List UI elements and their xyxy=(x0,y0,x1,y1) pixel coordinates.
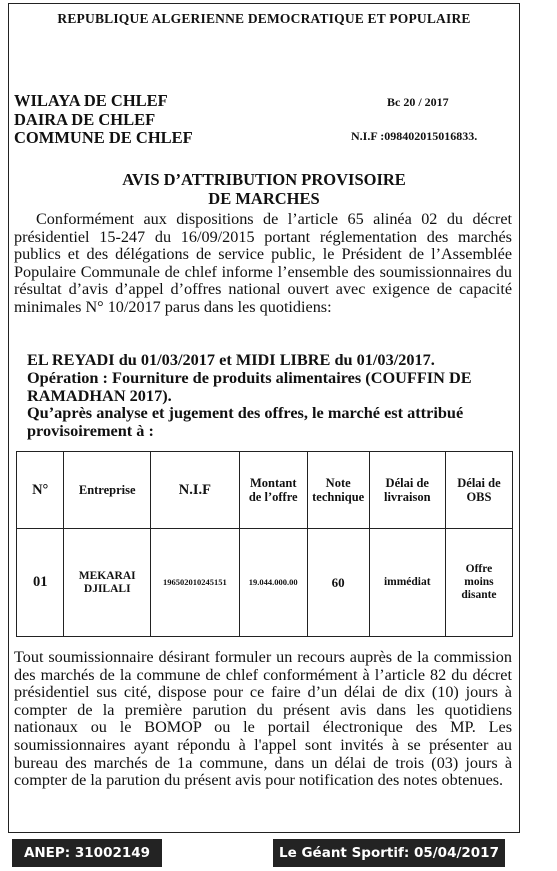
cell-nif: 196502010245151 xyxy=(151,529,240,637)
notice-title-line-1: AVIS D’ATTRIBUTION PROVISOIRE xyxy=(122,170,406,189)
attribution-table xyxy=(16,451,513,637)
newspapers-line: EL REYADI du 01/03/2017 et MIDI LIBRE du 01/03/2017. xyxy=(27,350,435,369)
cell-num: 01 xyxy=(17,529,64,637)
header-delai-obs-line-1: Délai de xyxy=(457,475,501,490)
cell-obs-line-3: disante xyxy=(461,589,497,601)
commune-line: COMMUNE DE CHLEF xyxy=(14,128,193,147)
notice-frame xyxy=(8,3,520,833)
table-header-row xyxy=(17,452,513,529)
cell-obs-line-1: Offre xyxy=(465,563,493,575)
header-montant-line-2: de l’offre xyxy=(248,490,298,504)
daira-line: DAIRA DE CHLEF xyxy=(14,109,156,129)
recourse-paragraph: Tout soumissionnaire désirant formuler un recours auprès de la commission des marchés de la commune de chlef conformément à l’article 82 du décret présidentiel sus cité, dispose pour ce faire d’un délai de dix (10) jours à compter de la première parution du présent avis dans les quotidiens nationaux ou le BOMOP ou le portail électronique des MP. Les soumissionnaires ayant répondu à l'appel sont invités à se présenter au bureau des marchés de 1a commune, dans un délai de trois (03) jours à compter de la parution du présent avis pour notification des notes obtenues. xyxy=(14,648,512,790)
header-delai-obs-line-2: OBS xyxy=(466,490,492,504)
wilaya-line: WILAYA DE CHLEF xyxy=(14,91,168,110)
cell-entreprise xyxy=(64,529,151,637)
header-nif: N.I.F xyxy=(151,452,240,529)
nif-reference: N.I.F :098402015016833. xyxy=(351,129,478,143)
header-note-line-1: Note xyxy=(325,475,351,490)
cell-entreprise-line-1: MEKARAI xyxy=(78,569,136,582)
header-note xyxy=(307,452,369,529)
conclusion-line: Qu’après analyse et jugement des offres, le marché est attribué provisoirement à : xyxy=(27,403,464,441)
operation-line: Opération : Fourniture de produits alimentaires (COUFFIN DE RAMADHAN 2017). xyxy=(27,367,472,405)
header-delai-livraison-line-1: Délai de xyxy=(385,475,429,490)
notice-title xyxy=(9,171,519,208)
header-delai-livraison-line-2: livraison xyxy=(383,490,431,504)
cell-entreprise-line-2: DJILALI xyxy=(83,582,131,595)
intro-paragraph xyxy=(14,211,512,317)
cell-note: 60 xyxy=(307,529,369,637)
header-delai-livraison xyxy=(369,452,445,529)
header-entreprise: Entreprise xyxy=(64,452,151,529)
source-badge: Le Géant Sportif: 05/04/2017 xyxy=(273,839,505,867)
cell-montant: 19.044.000.00 xyxy=(239,529,307,637)
republic-heading: REPUBLIQUE ALGERIENNE DEMOCRATIQUE ET POPULAIRE xyxy=(57,11,471,26)
table-row xyxy=(17,529,513,637)
bc-reference: Bc 20 / 2017 xyxy=(387,95,449,109)
cell-obs-line-2: moins xyxy=(464,576,494,588)
administration-block xyxy=(14,92,193,148)
intro-text: Conformément aux dispositions de l’article 65 alinéa 02 du décret présidentiel 15-247 du 16/09/2015 portant réglementation des marchés publics et des délégations de service public, le Président de l’Assemblée Populaire Communale de chlef informe l’ensemble des soumissionnaires du résultat d’avis d’appel d’offres national ouvert avec exigence de capacité minimales N° 10/2017 parus dans les quotidiens: xyxy=(14,210,512,316)
header-montant xyxy=(239,452,307,529)
anep-badge: ANEP: 31002149 xyxy=(12,839,162,867)
header-num: N° xyxy=(17,452,64,529)
cell-obs xyxy=(445,529,512,637)
header-montant-line-1: Montant xyxy=(249,475,297,490)
highlight-block xyxy=(27,351,511,440)
cell-delai: immédiat xyxy=(369,529,445,637)
header-note-line-2: technique xyxy=(312,490,365,504)
notice-title-line-2: DE MARCHES xyxy=(208,188,320,208)
header-delai-obs xyxy=(445,452,512,529)
